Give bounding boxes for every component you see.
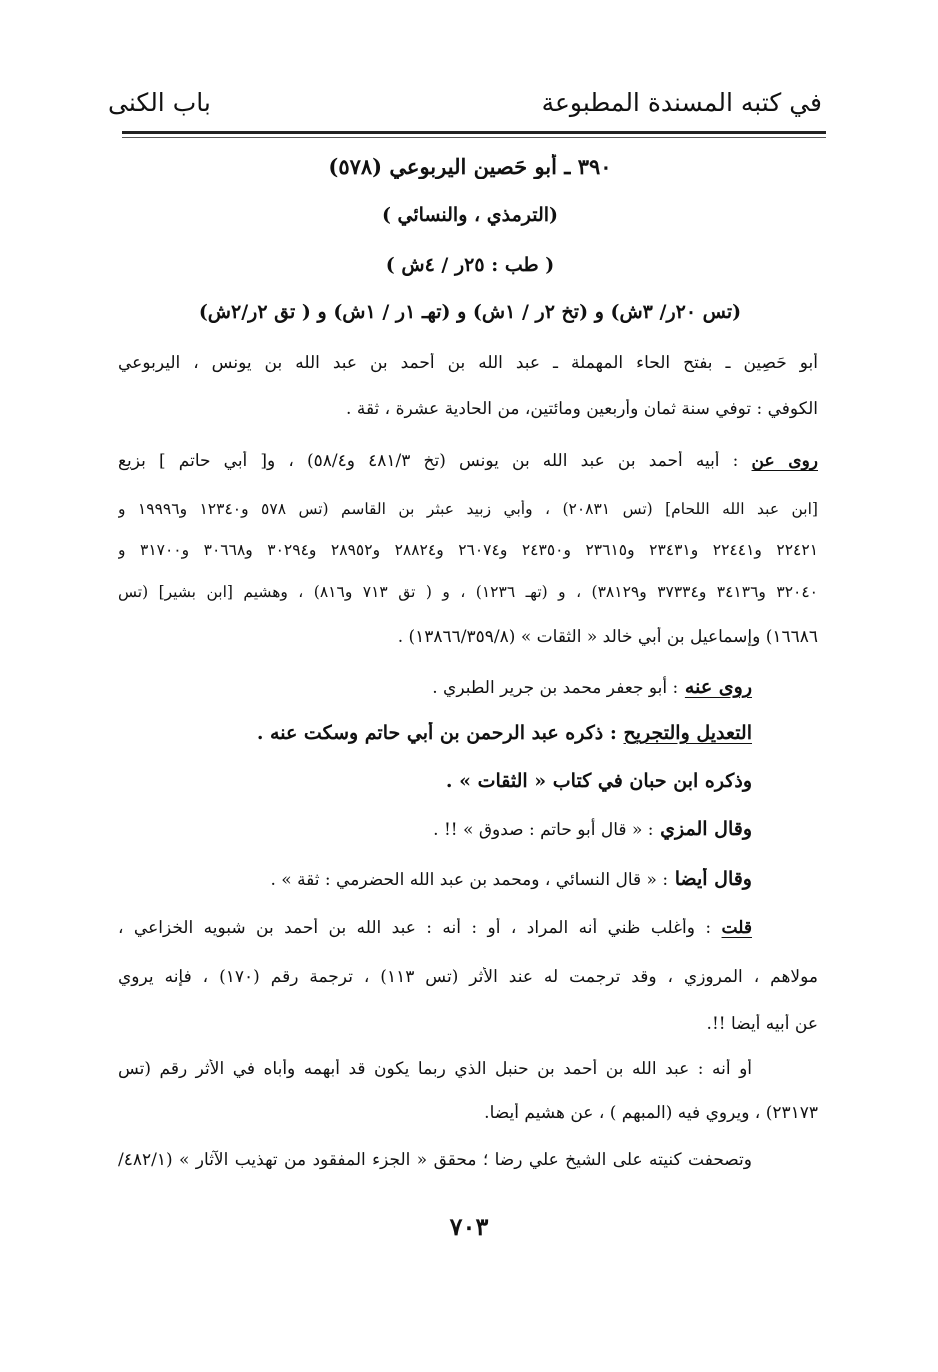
entry-refs: (تس ٢٠ر/ ٣ش) و (تخ ٢ر / ١ش) و (تهـ ١ر / ١ش) و ( تق ٢ر/٢ش)	[198, 301, 742, 323]
narrated-from-line-4: ٣٢٠٤٠ و٣٤١٣٦ و٣٧٣٣٤ و٣٨١٢٩) ، و (تهـ ١٢٣٦) ، و ( تق ٧١٣ و٨١٦) ، وهشيم [ابن بشير] (تس	[118, 583, 818, 601]
narrated-by	[432, 676, 752, 698]
correction-line-1: وتصحفت كنيته على الشيخ علي رضا ؛ محقق « الجزء المفقود من تهذيب الآثار » (٤٨٢/١/	[118, 1150, 752, 1170]
note-line-2: مولاهم ، المروزي ، وقد ترجمت له عند الأثر (تس ١١٣) ، ترجمة رقم (١٧٠) ، فإنه يروي	[118, 967, 818, 987]
header-rule-thin	[122, 137, 826, 138]
entry-code: ( طب : ٢٥ر / ٤ش )	[385, 254, 555, 276]
alt-line-1: أو أنه : عبد الله بن أحمد بن حنبل الذي ربما يكون قد أبهمه وأباه في الأثر رقم (تس	[118, 1059, 752, 1079]
also-quote	[270, 868, 752, 890]
narrated-from-label: روى عن	[751, 451, 818, 471]
narrated-by-label: روى عنه	[684, 676, 752, 698]
mizzi-label: وقال المزي	[660, 818, 752, 840]
criticism-label: التعديل والتجريح	[623, 722, 752, 744]
narrated-from-line-2: [ابن عبد الله اللحام] (تس ٢٠٨٣١) ، وأبي زبيد عبثر بن القاسم (تس ٥٧٨ و١٢٣٤٠ و١٩٩٩٦ و	[118, 500, 818, 518]
alt-line-2: ٢٣١٧٣) ، ويروي فيه (المبهم ) ، عن هشيم أيضا.	[484, 1103, 818, 1123]
also-label: وقال أيضا	[674, 868, 752, 890]
running-header-chapter: باب الكنى	[108, 88, 211, 117]
note-line-1	[118, 918, 752, 938]
note-text-1: : وأغلب ظني أنه المراد ، أو : أنه : عبد الله بن أحمد بن شبويه الخزاعي ،	[118, 918, 712, 938]
narrated-from-line-3: ٢٢٤٢١ و٢٢٤٤١ و٢٣٤٣١ و٢٣٦١٥ و٢٤٣٥٠ و٢٦٠٧٤ و٢٨٨٢٤ و٢٨٩٥٢ و٣٠٢٩٤ و٣٠٦٦٨ و٣١٧٠٠ و	[118, 541, 818, 559]
also-text: : « قال النسائي ، ومحمد بن عبد الله الحضرمي : ثقة » .	[270, 870, 669, 890]
entry-title: ٣٩٠ ـ أبو حَصين اليربوعي (٥٧٨)	[328, 154, 612, 179]
page-number: ٧٠٣	[449, 1212, 489, 1241]
criticism-text: : ذكره عبد الرحمن بن أبي حاتم وسكت عنه .	[256, 722, 617, 744]
bio-line-1: أبو حَصِين ـ بفتح الحاء المهملة ـ عبد الله بن أحمد بن عبد الله بن يونس ، اليربوعي	[118, 353, 818, 373]
note-label: قلت	[721, 918, 752, 938]
running-header-book: في كتبه المسندة المطبوعة	[541, 88, 822, 117]
mizzi-text: : « قال أبو حاتم : صدوق » !! .	[433, 820, 654, 840]
narrated-from-text: : أبيه أحمد بن عبد الله بن يونس (تخ ٤٨١/٣ و٥٨/٤) ، و[ أبي حاتم ] بزيع	[118, 451, 739, 471]
entry-sources: (الترمذي ، والنسائي )	[381, 204, 559, 226]
ibn-hibban-note: وذكره ابن حبان في كتاب « الثقات » .	[445, 770, 752, 792]
narrated-from-line-5: ١٦٦٨٦) وإسماعيل بن أبي خالد « الثقات » (١٣٨٦٦/٣٥٩/٨) .	[397, 627, 818, 647]
narrated-by-text: : أبو جعفر محمد بن جرير الطبري .	[432, 678, 679, 698]
narrated-from-line-1	[118, 451, 818, 471]
mizzi-quote	[433, 818, 752, 840]
header-rule-thick	[122, 131, 826, 134]
criticism	[257, 722, 752, 744]
bio-line-2: الكوفي : توفي سنة ثمان وأربعين ومائتين، من الحادية عشرة ، ثقة .	[346, 399, 818, 419]
note-line-3: عن أبيه أيضا !!.	[706, 1014, 818, 1034]
